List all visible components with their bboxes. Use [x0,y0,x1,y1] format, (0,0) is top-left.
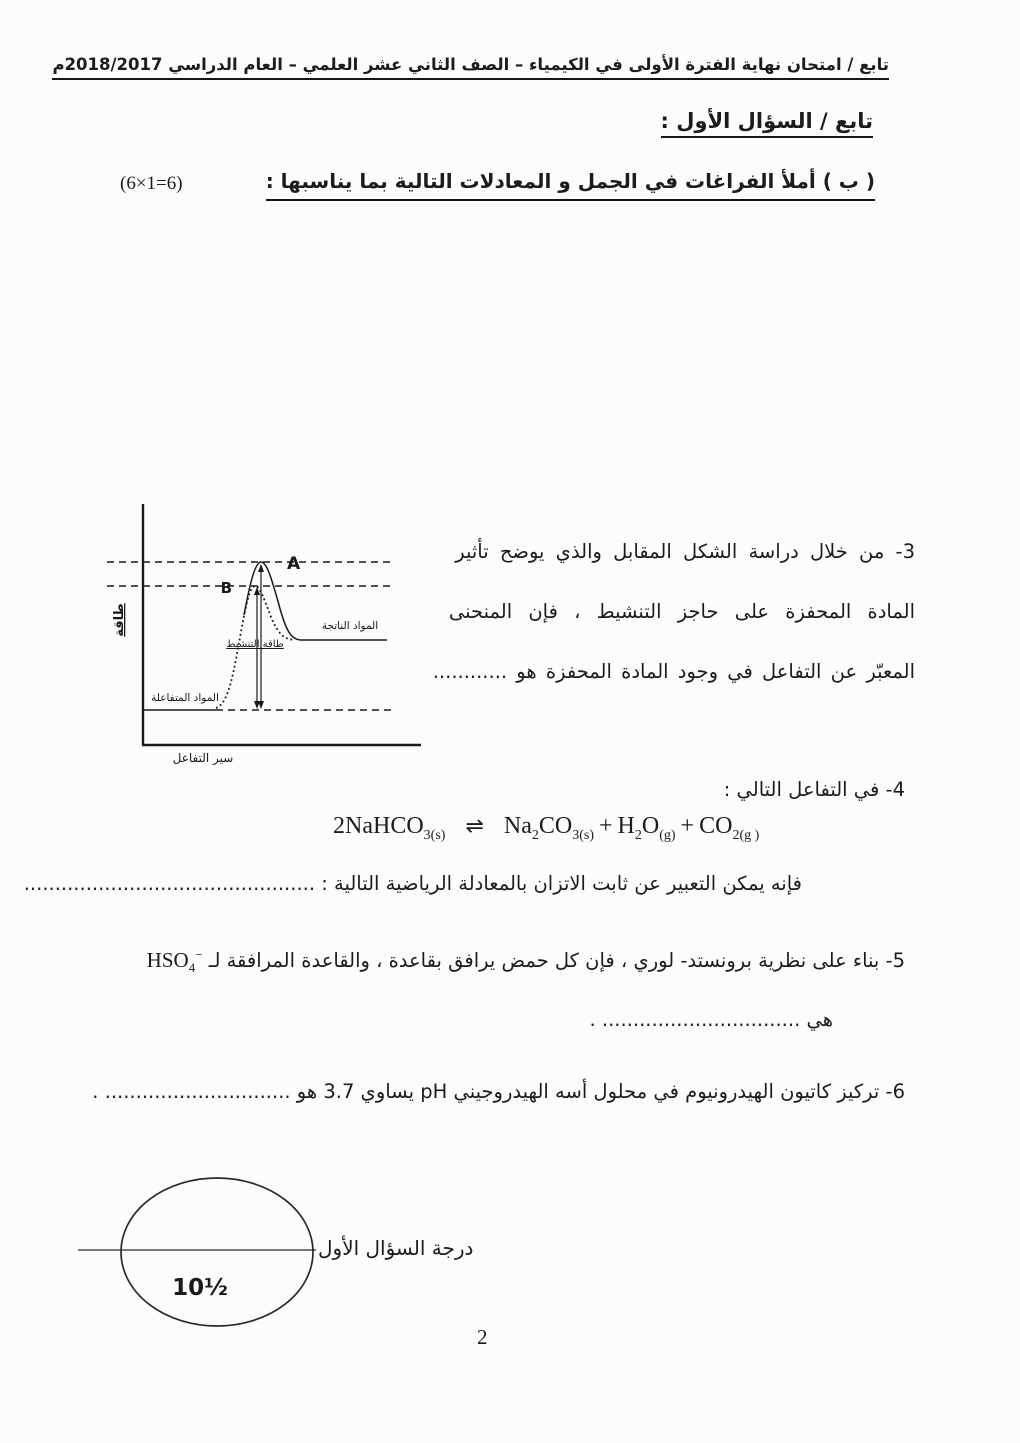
product2-o-sub: (g) [659,827,676,843]
page-number: 2 [477,1325,488,1349]
arrowhead-a-bottom [258,701,264,709]
grade-ellipse [121,1178,313,1326]
equation-reactant-sub: 3(s) [423,827,446,843]
arrowhead-a-top [258,564,264,572]
product2-o: O [641,813,660,839]
y-axis-label: طاقة [112,603,127,637]
q5-text: 5- بناء على نظرية برونستد- لوري ، فإن كل حمض يرافق بقاعدة ، والقاعدة المرافقة لـ [208,949,905,972]
product1-co: CO [538,813,573,839]
q6-line: 6- تركيز كاتيون الهيدرونيوم في محلول أسه الهيدروجيني pH يساوي 3.7 هو .............................. . [92,1080,905,1103]
hso4-formula [146,947,203,976]
product1-co-sub: 3(s) [572,827,594,843]
q5-line-1 [146,947,905,976]
product3-co: CO [699,813,733,839]
arrowhead-b-top [254,587,260,595]
equation-product-3 [699,813,760,843]
activation-energy-label: طاقة التنشيط [226,639,284,650]
equilibrium-arrow-icon: ⇌ [465,814,484,839]
products-label: المواد الناتجة [321,620,379,632]
hso4-charge: − [195,947,203,962]
product2-h: H [617,813,635,839]
curve-a-label: A [287,554,301,574]
q4-intro: 4- في التفاعل التالي : [723,778,905,801]
equation-product-1 [503,813,594,843]
x-axis-label: سير التفاعل [172,751,234,765]
chemical-equation [333,813,760,843]
curve-b-label: B [220,579,232,597]
product2-h-sub: 2 [634,827,642,843]
product1-na-sub: 2 [531,827,539,843]
equation-reactant [333,813,446,843]
equation-reactant-base: 2NaHCO [333,813,424,839]
reactants-label: المواد المتفاعلة [151,692,219,704]
q3-line-1: 3- من خلال دراسة الشكل المقابل والذي يوضح تأثير [455,540,915,563]
q3-line-3: المعبّر عن التفاعل في وجود المادة المحفزة هو ............ [432,660,915,683]
grade-score: 10½ [172,1275,228,1301]
plus-sign-1: + [598,813,613,839]
hso4-sub: 4 [188,960,196,976]
page-header: تابع / امتحان نهاية الفترة الأولى في الكيمياء – الصف الثاني عشر العلمي – العام الدراسي 2018/2017م [52,55,889,80]
q5-line-2: هي ................................ . [589,1008,833,1031]
plus-sign-2: + [680,813,695,839]
product3-co-sub: 2(g ) [732,827,760,843]
grade-label: درجة السؤال الأول [318,1236,474,1260]
q3-line-2: المادة المحفزة على حاجز التنشيط ، فإن المنحنى [448,600,915,623]
q4-followup: فإنه يمكن التعبير عن ثابت الاتزان بالمعادلة الرياضية التالية : ............................................... [23,872,802,895]
product1-na: Na [503,813,532,839]
part-b-heading: ( ب ) أملأ الفراغات في الجمل و المعادلات التالية بما يناسبها : [266,169,875,201]
energy-diagram [95,492,425,770]
hso4-base: HSO [146,948,189,972]
equation-product-2 [617,813,676,843]
marks-label: (6×1=6) [120,173,183,194]
section-title: تابع / السؤال الأول : [661,109,873,138]
